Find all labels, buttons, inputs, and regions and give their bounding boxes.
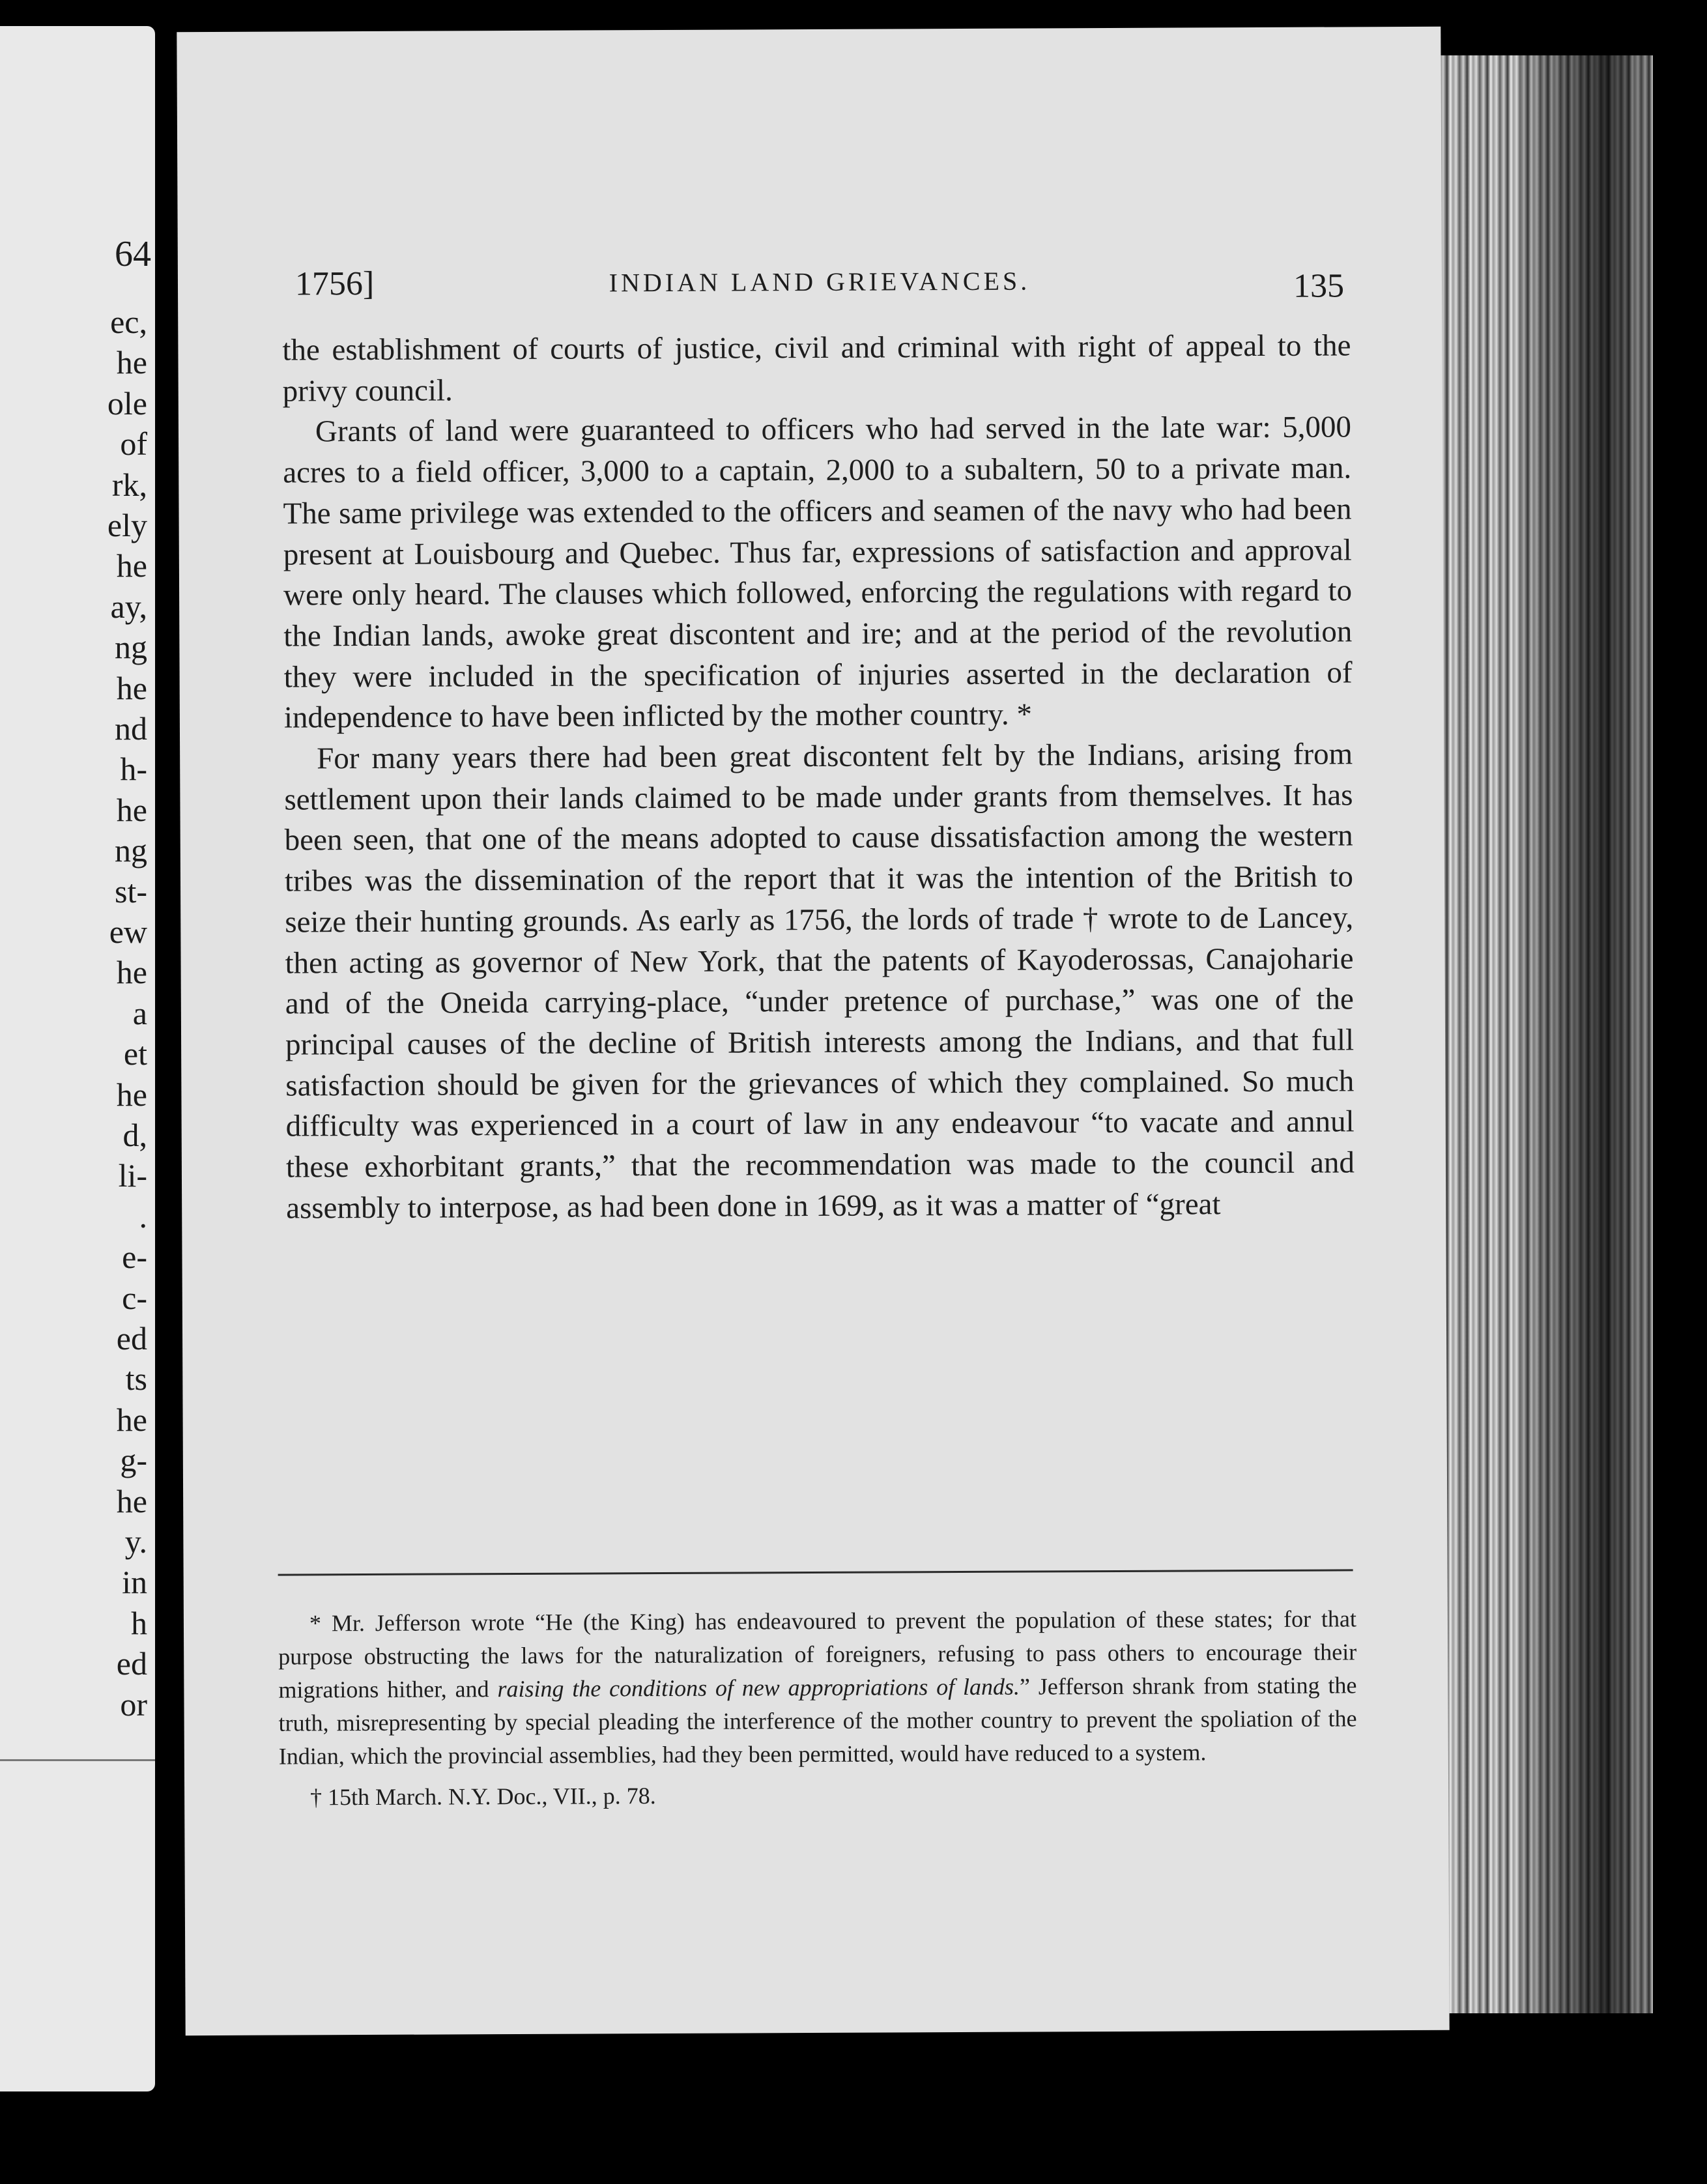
previous-page-line-fragment: ec, — [110, 304, 147, 340]
book-page — [177, 27, 1449, 2035]
footnote-rule — [278, 1569, 1353, 1575]
footnote-1-start: * Mr. Jefferson wrote “He (the King) has endeavoured to prevent the population of these states; for that purpose obstructing the laws for the naturalization of foreigners, refusing to pass others to encourage their migrations hither, and — [278, 1605, 1357, 1703]
previous-page-line-fragment: ely — [107, 507, 147, 543]
previous-page-line-fragment: he — [116, 547, 147, 584]
previous-page-line-fragment: y. — [124, 1523, 147, 1560]
previous-page-fragment — [0, 26, 155, 2091]
previous-page-line-fragment: h- — [120, 751, 147, 788]
previous-page-line-fragment: or — [120, 1686, 147, 1723]
previous-page-line-fragment: ng — [115, 832, 147, 869]
previous-page-line-fragment: ew — [109, 913, 147, 950]
previous-page-number: 64 — [115, 234, 151, 274]
previous-page-line-fragment: c- — [122, 1279, 147, 1316]
previous-page-line-fragment: he — [116, 1482, 147, 1519]
previous-page-line-fragment: in — [122, 1564, 147, 1601]
previous-page-line-fragment: ed — [116, 1320, 147, 1357]
previous-page-line-fragment: ay, — [110, 588, 147, 625]
book-page-edges — [1430, 55, 1653, 2013]
previous-page-line-fragment: rk, — [111, 466, 147, 503]
previous-page-line-fragment: he — [116, 791, 147, 828]
previous-page-line-fragment: . — [139, 1198, 147, 1235]
previous-page-line-fragment: nd — [115, 710, 147, 747]
previous-page-line-fragment: he — [116, 1401, 147, 1438]
header-year: 1756] — [294, 265, 375, 303]
running-head — [295, 260, 1344, 317]
footnote-1-end: ” Jefferson shrank from stating the truth, misrepresenting by special pleading the interference of the mother country to prevent the spoliation of the Indian, which the provincial assemblies, had they been permitted, would have reduced to a system. — [278, 1672, 1357, 1770]
page-number: 135 — [1293, 267, 1345, 305]
previous-page-line-fragment: of — [120, 425, 147, 463]
previous-page-line-fragment: et — [123, 1035, 147, 1072]
footnote-1 — [278, 1602, 1357, 1773]
previous-page-line-fragment: st- — [115, 872, 147, 910]
previous-page-line-fragment: ole — [107, 384, 147, 422]
previous-page-line-fragment: g- — [120, 1442, 147, 1479]
footnotes — [278, 1602, 1357, 1814]
previous-page-line-fragment: d, — [122, 1117, 147, 1153]
header-title: INDIAN LAND GRIEVANCES. — [609, 266, 1031, 298]
paragraph-2: Grants of land were guaranteed to officers who had served in the late war: 5,000 acres to a field officer, 3,000 to a captain, 2,000 to a subaltern, 50 to a private man. The same privilege was extended to the officers and seamen of the navy who had been present at Louisbourg and Quebec. Thus far, expressions of satisfaction and approval were only heard. The clauses which followed, enforcing the regulations with regard to the Indian lands, awoke great discontent and ire; and at the period of the revolution they were included in the specification of injuries asserted in the declaration of independence to have been inflicted by the mother country. * — [283, 410, 1353, 735]
previous-page-line-fragment: li- — [118, 1157, 147, 1194]
footnote-2: † 15th March. N.Y. Doc., VII., p. 78. — [310, 1783, 656, 1811]
previous-page-line-fragment: he — [116, 954, 147, 991]
body-text — [282, 325, 1355, 1229]
previous-page-line-fragment: h — [131, 1604, 147, 1641]
previous-page-line-fragment: he — [116, 669, 147, 706]
previous-page-line-fragment: he — [116, 344, 147, 381]
previous-page-footnote-rule — [0, 1759, 155, 1761]
previous-page-line-fragment: ng — [115, 629, 147, 666]
paragraph-3: For many years there had been great discontent felt by the Indians, arising from settlement upon their lands claimed to be made under grants from themselves. It has been seen, that one of the means adopted to cause dissatisfaction among the western tribes was the dissemination of the report that it was the intention of the British to seize their hunting grounds. As early as 1756, the lords of trade † wrote to de Lancey, then acting as governor of New York, that the patents of Kayoderossas, Canajoharie and of the Oneida carrying-place, “under pretence of purchase,” was one of the principal causes of the decline of British interests among the Indians, and that full satisfaction should be given for the grievances of which they complained. So much difficulty was experienced in a court of law in any endeavour “to vacate and annul these exhorbitant grants,” that the recommendation was made to the council and assembly to interpose, as had been done in 1699, as it was a matter of “great — [284, 737, 1355, 1226]
previous-page-line-fragment: he — [116, 1076, 147, 1113]
previous-page-line-fragment: ed — [116, 1645, 147, 1682]
footnote-1-italic: raising the conditions of new appropriations of lands. — [497, 1673, 1020, 1703]
paragraph-1: the establishment of courts of justice, civil and criminal with right of appeal to the privy council. — [282, 328, 1351, 409]
previous-page-line-fragment: ts — [125, 1360, 147, 1398]
previous-page-line-fragment: e- — [122, 1239, 147, 1276]
previous-page-line-fragment: a — [132, 994, 147, 1031]
